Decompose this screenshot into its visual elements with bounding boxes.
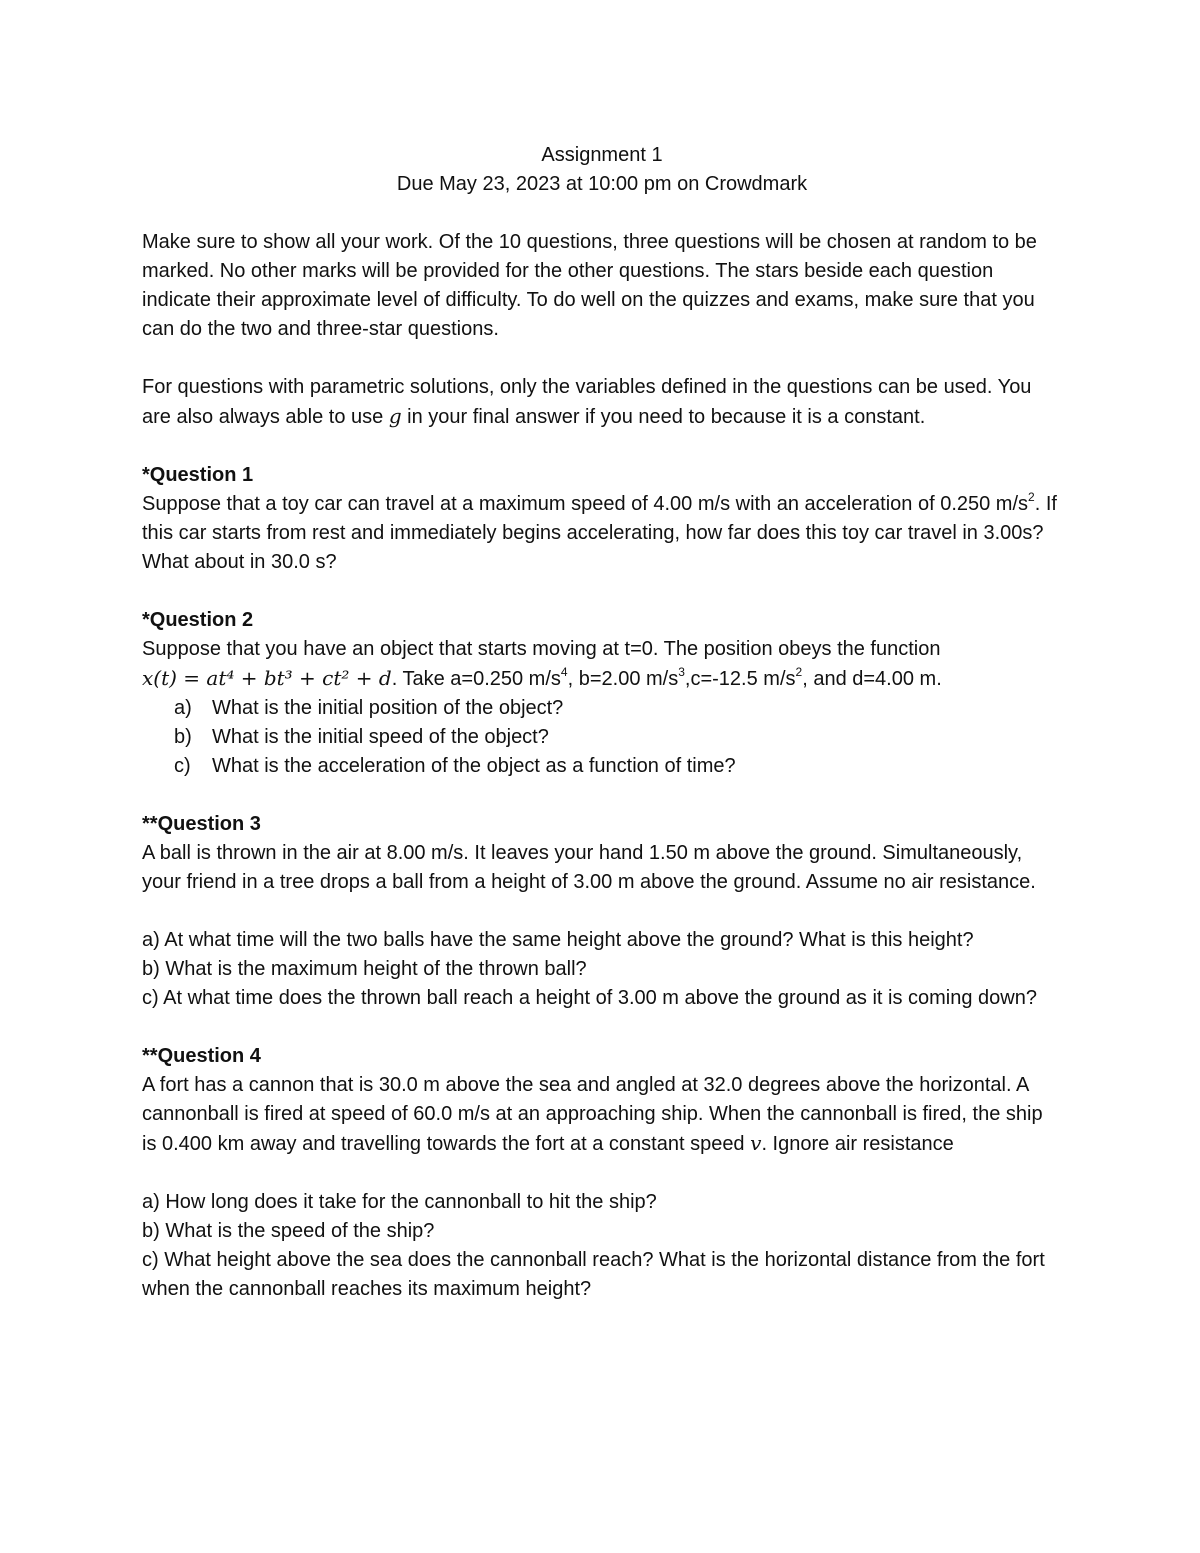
question-4-part-b: b) What is the speed of the ship? [142,1220,435,1242]
question-1-title: *Question 1 [142,464,254,486]
question-2-parts [142,694,1062,781]
question-4-part-a: a) How long does it take for the cannonball to hit the ship? [142,1191,657,1213]
question-4-title: **Question 4 [142,1045,261,1067]
question-2-part-c: c) What is the acceleration of the object as a function of time? [174,755,736,777]
question-3-part-a: a) At what time will the two balls have the same height above the ground? What is this height? [142,929,974,951]
assignment-title: Assignment 1 [541,144,663,166]
intro-paragraph-1: Make sure to show all your work. Of the 10 questions, three questions will be chosen at random to be marked. No other marks will be provided for the other questions. The stars beside each question indicate their approximate level of difficulty. To do well on the quizzes and exams, make sure that you can do the two and three-star questions. [142,231,1037,340]
due-date: Due May 23, 2023 at 10:00 pm on Crowdmark [396,173,808,195]
question-2-body: Suppose that you have an object that starts moving at t=0. The position obeys the function x(t) = at⁴ + bt³ + ct² + d. Take a=0.250 $m/s^4$, b=2.00 $m/s^3,c=-12.5$ $m/s^2$, and d=4.00 m. [142,638,942,690]
question-4-body: A fort has a cannon that is 30.0 m above the sea and angled at 32.0 degrees above the horizontal. A cannonball is fired at speed of 60.0 m/s at an approaching ship. When the cannonball is fired, the ship is 0.400 km away and travelling towards the fort at a constant speed v. Ignore air resistance [142,1074,1043,1155]
question-3-body: A ball is thrown in the air at 8.00 m/s. It leaves your hand 1.50 m above the ground. Simultaneously, your friend in a tree drops a ball from a height of 3.00 m above the ground. Assume no air resistance. [142,842,1036,893]
question-2-part-a: a) What is the initial position of the object? [174,697,564,719]
document-page [142,141,1062,1304]
question-2-part-b: b) What is the initial speed of the object? [174,726,549,748]
question-3-part-c: c) At what time does the thrown ball reach a height of 3.00 m above the ground as it is coming down? [142,987,1037,1009]
variable-v: v [750,1131,762,1155]
question-2-title: *Question 2 [142,609,254,631]
variable-g: g [388,404,402,428]
question-1-body: Suppose that a toy car can travel at a maximum speed of 4.00 m/s with an acceleration of 0.250 $m/s^2$. If this car starts from rest and immediately begins accelerating, how far does this toy car travel in 3.00s? What about in 30.0 s? [142,490,1057,573]
question-3-part-b: b) What is the maximum height of the thrown ball? [142,958,587,980]
question-4-part-c: c) What height above the sea does the cannonball reach? What is the horizontal distance from the fort when the cannonball reaches its maximum height? [142,1249,1045,1300]
question-3-title: **Question 3 [142,813,261,835]
intro-paragraph-2: For questions with parametric solutions, only the variables defined in the questions can be used. You are also always able to use g in your final answer if you need to because it is a constant. [142,376,1032,428]
position-formula: x(t) = at⁴ + bt³ + ct² + d [142,666,392,690]
